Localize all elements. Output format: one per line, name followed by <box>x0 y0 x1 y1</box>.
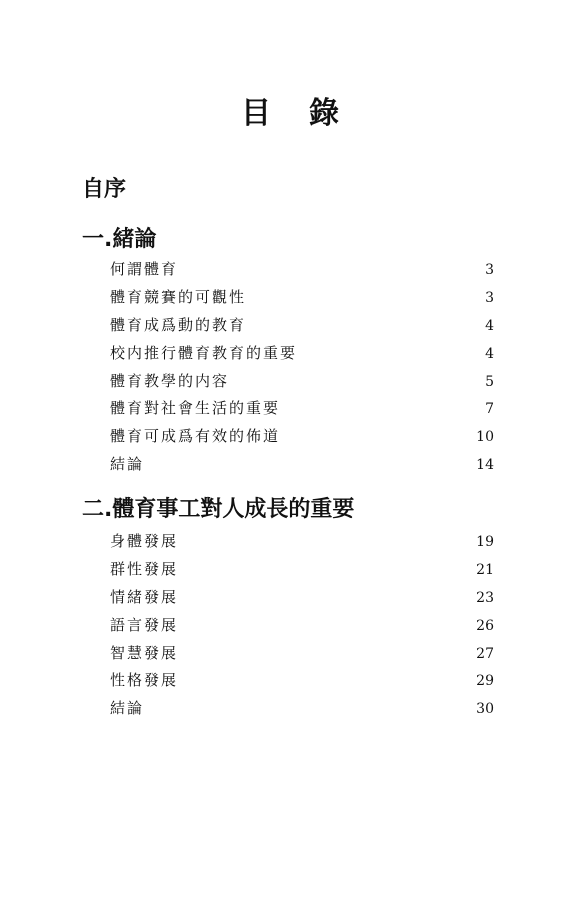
toc-entry[interactable] <box>110 397 494 425</box>
section-2-entries <box>110 530 494 725</box>
entry-label: 體育競賽的可觀性 <box>110 287 247 306</box>
entry-label: 結論 <box>110 699 145 718</box>
entry-label: 性格發展 <box>110 671 179 690</box>
toc-entry[interactable] <box>110 586 494 614</box>
entry-label: 體育可成爲有效的佈道 <box>110 427 281 446</box>
toc-entry[interactable] <box>110 342 494 370</box>
entry-page: 23 <box>476 589 494 606</box>
entry-page: 19 <box>476 534 494 550</box>
page-title <box>0 88 580 132</box>
toc-entry[interactable] <box>110 642 494 670</box>
toc-entry[interactable] <box>110 558 494 586</box>
entry-label: 何謂體育 <box>110 260 179 278</box>
entry-label: 身體發展 <box>110 532 179 550</box>
entry-page: 3 <box>485 289 494 306</box>
toc-entry[interactable] <box>110 370 494 398</box>
entry-label: 結論 <box>110 455 145 474</box>
toc-entry[interactable] <box>110 697 494 725</box>
entry-label: 體育對社會生活的重要 <box>110 399 281 418</box>
preface-heading[interactable]: 自序 <box>82 177 127 202</box>
entry-page: 4 <box>485 317 494 334</box>
entry-page: 3 <box>485 262 494 278</box>
toc-entry[interactable] <box>110 258 494 286</box>
section-1-entries <box>110 258 494 481</box>
entry-label: 情緒發展 <box>110 587 179 606</box>
entry-page: 21 <box>476 561 494 578</box>
entry-page: 29 <box>476 673 494 690</box>
entry-page: 27 <box>476 645 494 662</box>
entry-label: 校内推行體育教育的重要 <box>110 343 298 362</box>
entry-page: 5 <box>485 373 494 390</box>
toc-entry[interactable] <box>110 669 494 697</box>
title-char-1: 目 <box>241 96 271 131</box>
section-2-heading[interactable]: 二.體育事工對人成長的重要 <box>82 497 355 522</box>
entry-label: 體育教學的内容 <box>110 371 230 390</box>
entry-label: 語言發展 <box>110 615 179 634</box>
entry-page: 26 <box>476 617 494 634</box>
toc-entry[interactable] <box>110 530 494 558</box>
section-1-heading[interactable]: 一.緒論 <box>82 227 157 252</box>
entry-label: 體育成爲動的教育 <box>110 315 247 334</box>
toc-entry[interactable] <box>110 425 494 453</box>
title-char-2: 錄 <box>309 96 339 131</box>
toc-entry[interactable] <box>110 314 494 342</box>
entry-page: 10 <box>476 429 494 446</box>
entry-page: 14 <box>476 457 494 474</box>
toc-entry[interactable] <box>110 614 494 642</box>
toc-entry[interactable] <box>110 453 494 481</box>
toc-entry[interactable] <box>110 286 494 314</box>
entry-page: 30 <box>476 701 494 718</box>
entry-label: 群性發展 <box>110 559 179 578</box>
entry-page: 7 <box>485 401 494 418</box>
entry-label: 智慧發展 <box>110 643 179 662</box>
entry-page: 4 <box>485 345 494 362</box>
